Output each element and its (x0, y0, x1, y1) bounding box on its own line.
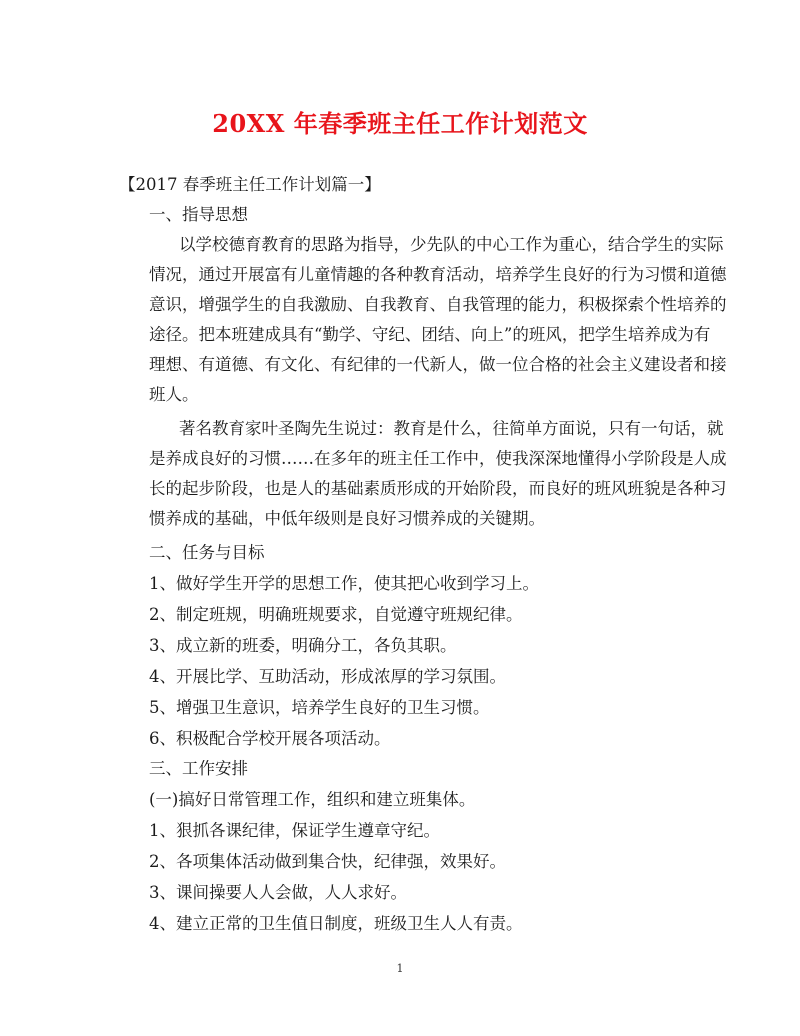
paragraph-line: 是养成良好的习惯……在多年的班主任工作中，使我深深地懂得小学阶段是人成 (149, 449, 727, 468)
section-heading-tasks-goals: 二、任务与目标 (149, 543, 265, 562)
list-item: 1、狠抓各课纪律，保证学生遵章守纪。 (149, 821, 440, 840)
section-heading-guiding-thought: 一、指导思想 (149, 205, 248, 224)
paragraph-line: 理想、有道德、有文化、有纪律的一代新人，做一位合格的社会主义建设者和接 (149, 355, 727, 374)
document-body (119, 170, 727, 939)
document-subtitle: 【2017 春季班主任工作计划篇一】 (119, 175, 381, 194)
paragraph-line: 班人。 (149, 385, 199, 404)
paragraph-ye-shengtao-quote (119, 414, 727, 534)
paragraph-line: 意识，增强学生的自我激励、自我教育、自我管理的能力，积极探索个性培养的 (149, 295, 727, 314)
list-item: 5、增强卫生意识，培养学生良好的卫生习惯。 (149, 698, 490, 717)
list-item: 4、开展比学、互助活动，形成浓厚的学习氛围。 (149, 667, 506, 686)
list-item: 6、积极配合学校开展各项活动。 (149, 729, 391, 748)
paragraph-line: 途径。把本班建成具有“勤学、守纪、团结、向上”的班风，把学生培养成为有 (149, 325, 711, 344)
list-item: 1、做好学生开学的思想工作，使其把心收到学习上。 (149, 574, 539, 593)
paragraph-guiding-thought (119, 230, 727, 410)
sub-heading-daily-management: (一)搞好日常管理工作，组织和建立班集体。 (149, 790, 476, 809)
page-number: 1 (396, 962, 404, 975)
paragraph-line: 惯养成的基础，中低年级则是良好习惯养成的关键期。 (149, 509, 545, 528)
section-heading-work-arrangement: 三、工作安排 (149, 759, 248, 778)
list-item: 3、课间操要人人会做，人人求好。 (149, 883, 407, 902)
list-item: 4、建立正常的卫生值日制度，班级卫生人人有责。 (149, 914, 523, 933)
document-title: 20XX 年春季班主任工作计划范文 (212, 109, 588, 138)
list-item: 3、成立新的班委，明确分工，各负其职。 (149, 636, 457, 655)
paragraph-line: 以学校德育教育的思路为指导，少先队的中心工作为重心，结合学生的实际 (179, 235, 724, 254)
paragraph-line: 长的起步阶段，也是人的基础素质形成的开始阶段，而良好的班风班貌是各种习 (149, 479, 727, 498)
list-item: 2、制定班规，明确班规要求，自觉遵守班规纪律。 (149, 605, 523, 624)
paragraph-line: 著名教育家叶圣陶先生说过：教育是什么，往简单方面说，只有一句话，就 (179, 419, 724, 438)
paragraph-line: 情况，通过开展富有儿童情趣的各种教育活动，培养学生良好的行为习惯和道德 (149, 265, 727, 284)
list-item: 2、各项集体活动做到集合快，纪律强，效果好。 (149, 852, 506, 871)
